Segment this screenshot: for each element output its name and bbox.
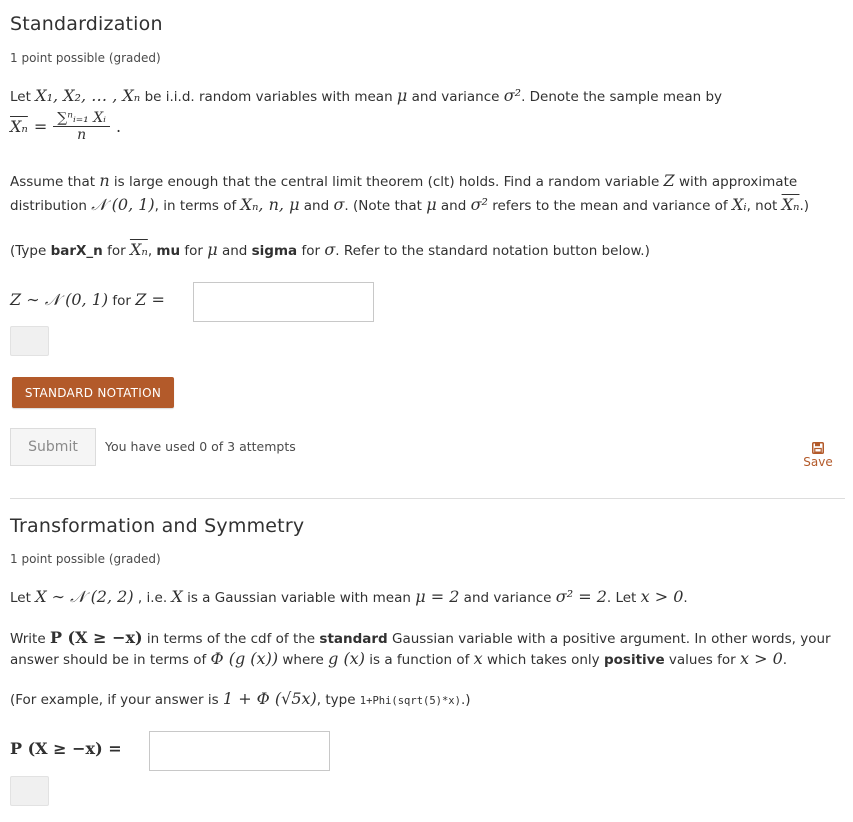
instructions-line-2: answer should be in terms of Φ (g (x)) where g (x) is a function of x which takes only positive values for x > 0. xyxy=(10,649,788,668)
problem-title: Transformation and Symmetry xyxy=(10,515,305,537)
example-hint: (For example, if your answer is 1 + Φ (√5x), type 1+Phi(sqrt(5)*x).) xyxy=(10,689,471,708)
type-hint: (Type barX_n for $\overline{X_n}$, mu for μ and sigma for σ. Refer to the standard notation button below.) xyxy=(10,240,650,259)
standard-notation-button[interactable]: STANDARD NOTATION xyxy=(12,377,174,408)
problem-statement: Let X ∼ 𝒩 (2, 2) , i.e. X is a Gaussian variable with mean μ = 2 and variance σ² = 2. Let x > 0. xyxy=(10,587,688,606)
problem-title: Standardization xyxy=(10,13,163,35)
answer-input[interactable] xyxy=(193,282,374,322)
save-label: Save xyxy=(803,455,833,469)
problem-meta: 1 point possible (graded) xyxy=(10,51,161,65)
problem-divider xyxy=(10,498,845,499)
answer-label: P (X ≥ −x) = xyxy=(10,739,122,758)
submit-button[interactable]: Submit xyxy=(10,428,96,466)
clt-assumption-line-1: Assume that n is large enough that the central limit theorem (clt) holds. Find a random variable Z with approximate xyxy=(10,171,798,190)
attempts-text: You have used 0 of 3 attempts xyxy=(105,439,296,454)
answer-status-indicator xyxy=(10,326,49,356)
problem-intro: Let X₁, X₂, … , Xₙ be i.i.d. random variables with mean μ and variance σ². Denote the sample mean by xyxy=(10,86,723,105)
answer-label: Z ∼ 𝒩 (0, 1) for Z = xyxy=(10,290,165,309)
clt-assumption-line-2: distribution 𝒩 (0, 1), in terms of Xₙ, n, μ and σ. (Note that μ and σ² refers to the mean and variance of Xᵢ, not $\overline{X_n}$.) xyxy=(10,195,810,214)
floppy-disk-icon xyxy=(812,439,824,451)
answer-status-indicator xyxy=(10,776,49,806)
answer-input[interactable] xyxy=(149,731,330,771)
sample-mean-definition: $\overline{X_n}$ = $\frac{\text{∑ⁿᵢ₌₁ Xᵢ}}{n}$ . xyxy=(10,110,122,143)
problem-meta: 1 point possible (graded) xyxy=(10,552,161,566)
save-button[interactable] xyxy=(798,439,838,469)
instructions-line-1: Write P (X ≥ −x) in terms of the cdf of the standard Gaussian variable with a positive argument. In other words, your xyxy=(10,628,831,647)
